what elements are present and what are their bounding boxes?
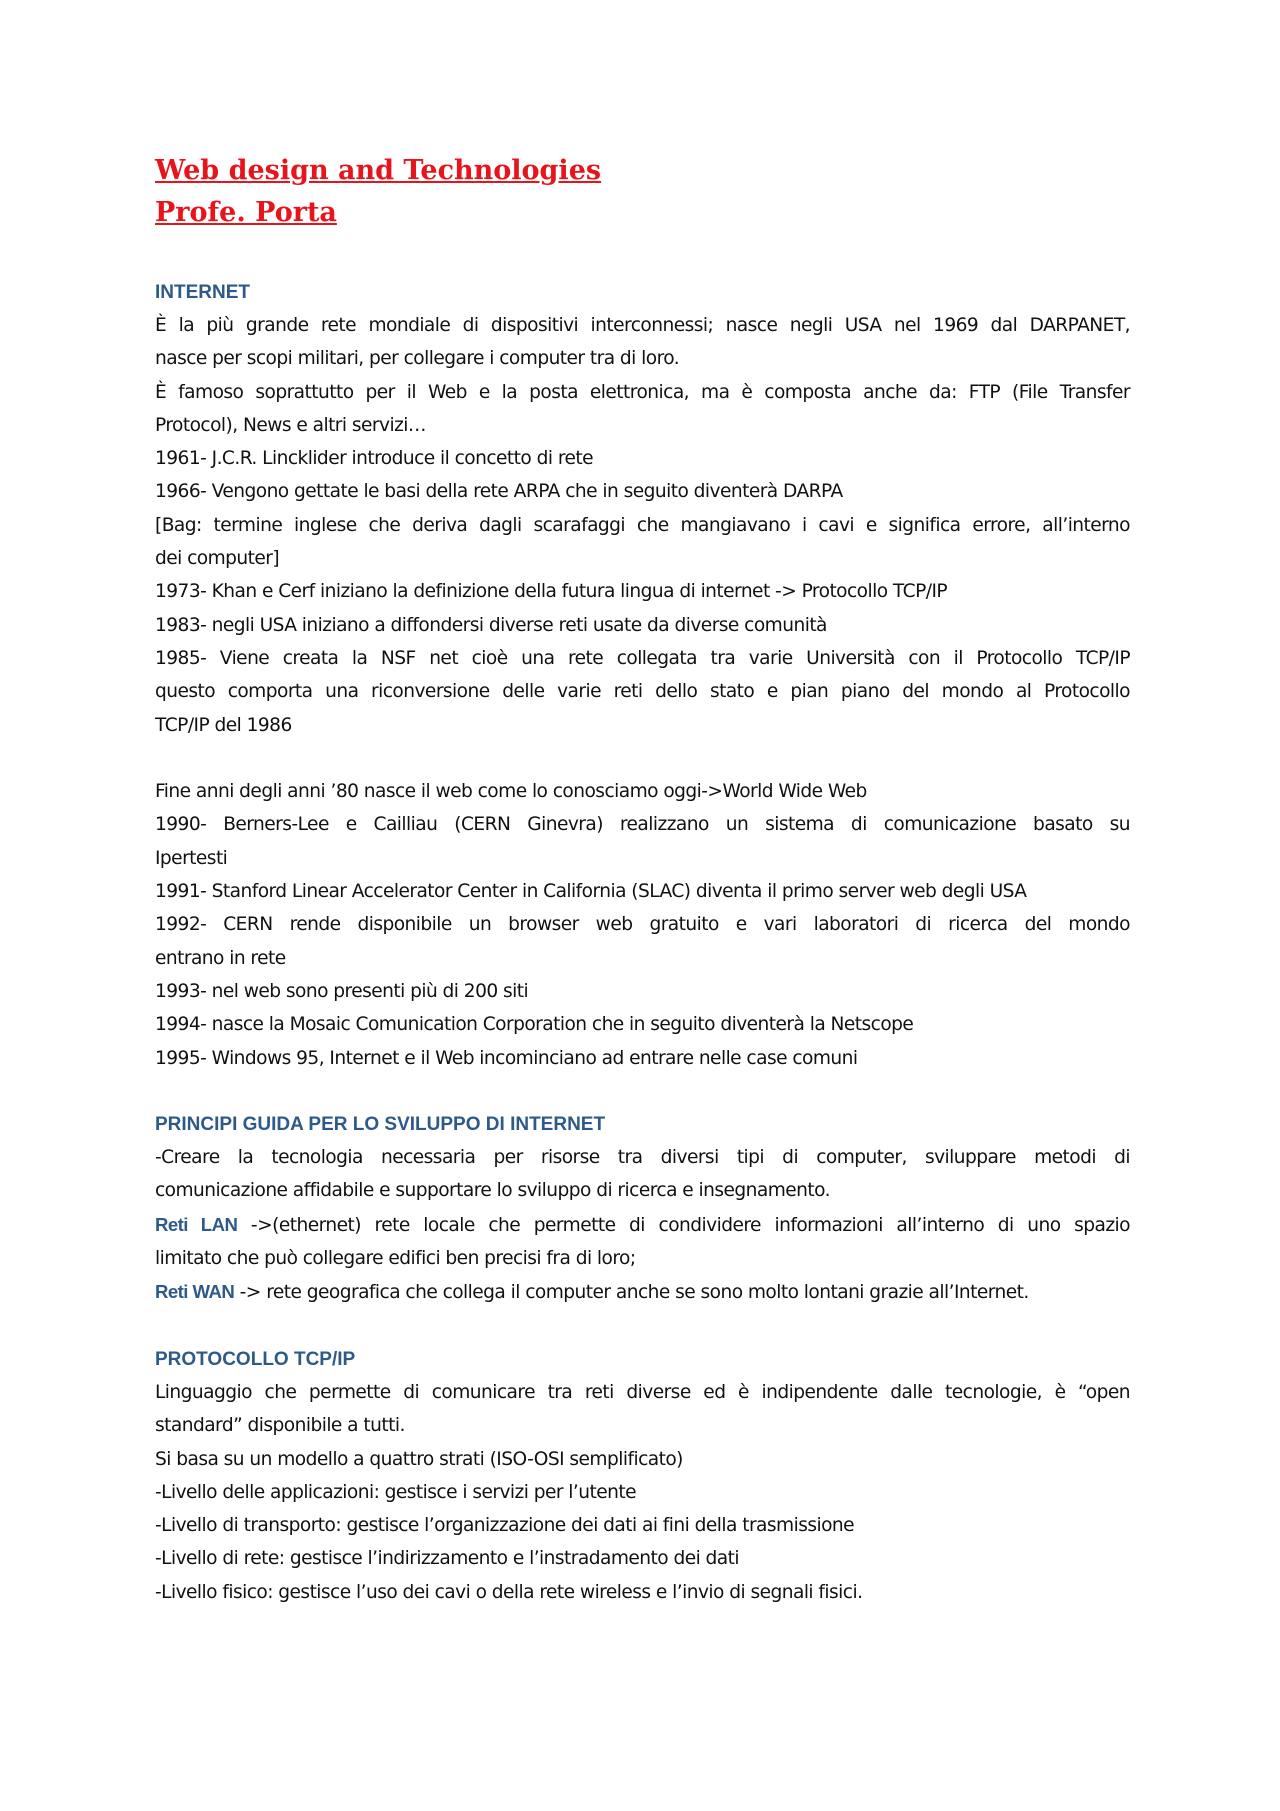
timeline-1985: questo comporta una riconversione delle varie reti dello stato e pian piano del mondo al Protocollo <box>155 681 1130 703</box>
lan-text: ->(ethernet) rete locale che permette di condividere informazioni all’interno di uno spazio <box>237 1214 1130 1236</box>
wan-text: -> rete geografica che collega il computer anche se sono molto lontani grazie all’Internet. <box>234 1282 1029 1304</box>
document-title: Web design and Technologies <box>155 155 602 186</box>
paragraph-gap <box>155 742 1130 775</box>
heading-tcpip: PROTOCOLLO TCP/IP <box>155 1348 356 1370</box>
timeline-1961: 1961- J.C.R. Lincklider introduce il concetto di rete <box>155 448 594 470</box>
heading-principi: PRINCIPI GUIDA PER LO SVILUPPO DI INTERNET <box>155 1114 606 1136</box>
document-page <box>155 150 1130 1609</box>
model-line: Si basa su un modello a quattro strati (ISO-OSI semplificato) <box>155 1448 683 1470</box>
timeline-1994: 1994- nasce la Mosaic Comunication Corporation che in seguito diventerà la Netscope <box>155 1014 914 1036</box>
text-line: È la più grande rete mondiale di dispositivi interconnessi; nasce negli USA nel 1969 dal DARPANET, <box>155 315 1130 336</box>
timeline-1993: 1993- nel web sono presenti più di 200 siti <box>155 980 529 1002</box>
bag-note: [Bag: termine inglese che deriva dagli scarafaggi che mangiavano i cavi e significa errore, all’interno <box>155 514 1130 536</box>
timeline-1990: Ipertesti <box>155 847 228 869</box>
text-line: comunicazione affidabile e supportare lo sviluppo di ricerca e insegnamento. <box>155 1180 831 1202</box>
text-line: -Creare la tecnologia necessaria per risorse tra diversi tipi di computer, sviluppare metodi di <box>155 1147 1130 1169</box>
timeline-1985: 1985- Viene creata la NSF net cioè una rete collegata tra varie Università con il Protocollo TCP/IP <box>155 647 1130 669</box>
section-gap <box>155 1075 1130 1108</box>
timeline-1985: TCP/IP del 1986 <box>155 714 292 736</box>
section-internet <box>155 276 1130 1075</box>
timeline-1983: 1983- negli USA iniziano a diffondersi diverse reti usate da diverse comunità <box>155 614 827 636</box>
section-principi <box>155 1108 1130 1309</box>
timeline-1990: 1990- Berners-Lee e Cailliau (CERN Ginevra) realizzano un sistema di comunicazione basato su <box>155 814 1130 836</box>
level-item: -Livello di transporto: gestisce l’organizzazione dei dati ai fini della trasmissione <box>155 1515 855 1537</box>
timeline-1992: 1992- CERN rende disponibile un browser web gratuito e vari laboratori di ricerca del mondo <box>155 914 1130 936</box>
lan-definition: limitato che può collegare edifici ben precisi fra di loro; <box>155 1248 636 1270</box>
text-line: È famoso soprattutto per il Web e la posta elettronica, ma è composta anche da: FTP (File Transfer <box>155 381 1130 403</box>
timeline-1966: 1966- Vengono gettate le basi della rete ARPA che in seguito diventerà DARPA <box>155 481 843 503</box>
wan-definition <box>155 1275 1130 1309</box>
title-spacer <box>155 234 1130 276</box>
lan-term: Reti LAN <box>155 1213 238 1235</box>
text-line: nasce per scopi militari, per collegare i computer tra di loro. <box>155 348 680 370</box>
text-line: Linguaggio che permette di comunicare tra reti diverse ed è indipendente dalle tecnologie, è “open <box>155 1381 1130 1403</box>
level-item: -Livello delle applicazioni: gestisce i servizi per l’utente <box>155 1481 636 1503</box>
timeline-1992: entrano in rete <box>155 947 286 969</box>
timeline-1995: 1995- Windows 95, Internet e il Web incominciano ad entrare nelle case comuni <box>155 1047 858 1069</box>
heading-internet: INTERNET <box>155 282 250 303</box>
section-gap <box>155 1310 1130 1343</box>
wan-term: Reti WAN <box>155 1281 235 1303</box>
level-item: -Livello di rete: gestisce l’indirizzamento e l’instradamento dei dati <box>155 1548 740 1570</box>
timeline-1991: 1991- Stanford Linear Accelerator Center in California (SLAC) diventa il primo server web degli USA <box>155 881 1027 903</box>
lan-definition <box>155 1208 1130 1242</box>
web-80s: Fine anni degli anni ’80 nasce il web come lo conosciamo oggi->World Wide Web <box>155 781 867 803</box>
bag-note: dei computer] <box>155 548 280 570</box>
timeline-1973: 1973- Khan e Cerf iniziano la definizione della futura lingua di internet -> Protocollo TCP/IP <box>155 581 948 603</box>
document-subtitle: Profe. Porta <box>155 197 337 228</box>
level-item: -Livello fisico: gestisce l’uso dei cavi o della rete wireless e l’invio di segnali fisici. <box>155 1581 863 1603</box>
section-tcpip <box>155 1343 1130 1609</box>
text-line: standard” disponibile a tutti. <box>155 1415 405 1437</box>
text-line: Protocol), News e altri servizi… <box>155 414 426 436</box>
